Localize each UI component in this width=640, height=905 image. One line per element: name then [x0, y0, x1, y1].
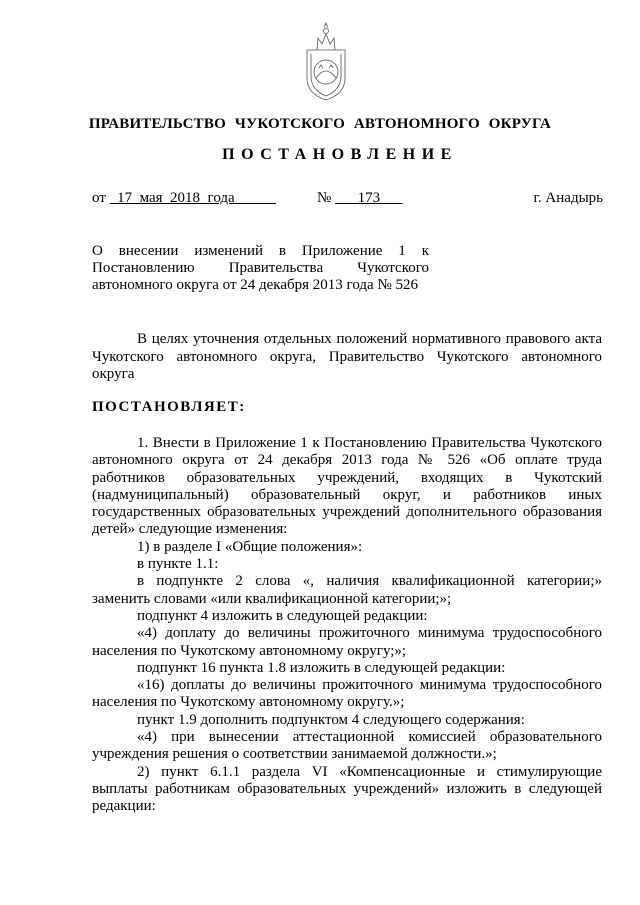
document-type: ПОСТАНОВЛЕНИЕ [222, 146, 458, 163]
decree-heading: ПОСТАНОВЛЯЕТ: [92, 399, 246, 415]
number-prefix: № [317, 190, 332, 206]
paragraph: 2) пункт 6.1.1 раздела VI «Компенсационные и стимулирующие выплаты работникам образовательных учреждений» изложить в следующей редакции: [92, 763, 602, 815]
paragraph: 1. Внести в Приложение 1 к Постановлению Правительства Чукотского автономного округа от 24 декабря 2013 года № 526 «Об оплате труда работников образовательных учреждений, входящих в Чукотский (надмуниципальный) образовательный округ, и работников иных государственных образовательных учреждений дополнительного образования детей» следующие изменения: [92, 435, 602, 538]
city: г. Анадырь [533, 190, 603, 206]
paragraph: подпункт 16 пункта 1.8 изложить в следующей редакции: [137, 659, 506, 676]
paragraph: пункт 1.9 дополнить подпунктом 4 следующего содержания: [137, 711, 525, 728]
paragraph: 1) в разделе I «Общие положения»: [137, 538, 363, 555]
intro-paragraph: В целях уточнения отдельных положений нормативного правового акта Чукотского автономного округа, Правительство Чукотского автономного округа [92, 331, 602, 382]
paragraph: подпункт 4 изложить в следующей редакции: [137, 607, 428, 624]
paragraph: «4) доплату до величины прожиточного минимума трудоспособного населения по Чукотскому автономному округу;»; [92, 625, 602, 659]
document-subject: О внесении изменений в Приложение 1 к Постановлению Правительства Чукотского автономного округа от 24 декабря 2013 года № 526 [92, 243, 429, 293]
date-field [92, 190, 276, 207]
document-body [92, 435, 602, 816]
number-field [317, 190, 403, 207]
coat-of-arms-icon [303, 20, 349, 102]
document-number: 173 [357, 190, 381, 206]
paragraph: «16) доплаты до величины прожиточного минимума трудоспособного населения по Чукотскому автономному округу.»; [92, 677, 602, 711]
paragraph: в пункте 1.1: [137, 556, 219, 573]
paragraph: «4) при вынесении аттестационной комиссией образовательного учреждения решения о соответствии занимаемой должности.»; [92, 729, 602, 763]
document-date: 17 мая 2018 года [117, 190, 235, 206]
date-prefix: от [92, 190, 106, 206]
paragraph: в подпункте 2 слова «, наличия квалификационной категории;» заменить словами «или квалификационной категории;»; [92, 573, 602, 607]
organization-title: ПРАВИТЕЛЬСТВО ЧУКОТСКОГО АВТОНОМНОГО ОКРУГА [88, 116, 552, 132]
